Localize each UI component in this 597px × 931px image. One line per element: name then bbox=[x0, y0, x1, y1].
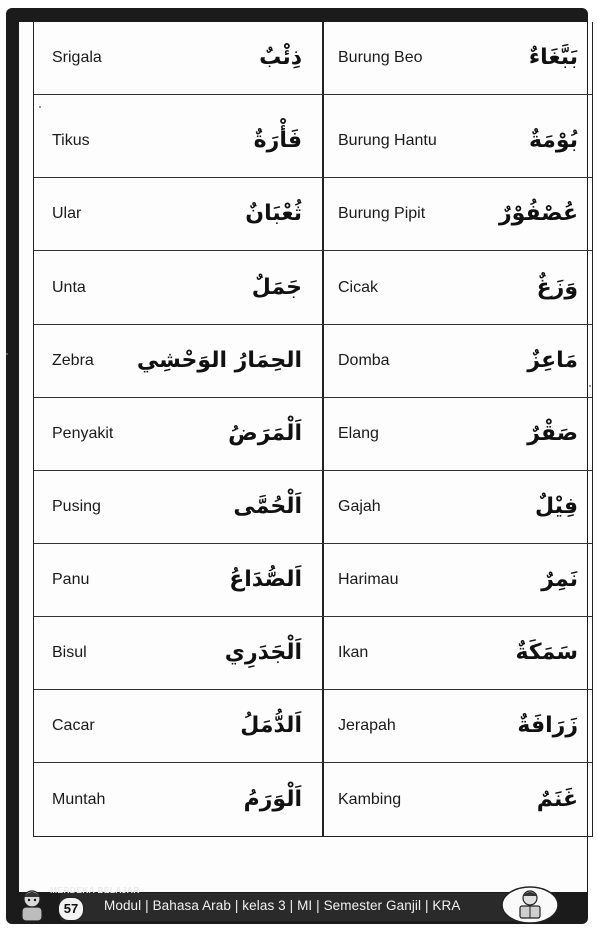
latin-word: Harimau bbox=[338, 571, 399, 588]
scan-speck bbox=[589, 385, 591, 387]
reading-student-icon bbox=[500, 885, 560, 925]
table-row bbox=[34, 105, 592, 178]
student-mascot-icon bbox=[14, 887, 50, 923]
latin-word: Panu bbox=[52, 571, 90, 588]
table-row bbox=[34, 617, 592, 690]
latin-word: Gajah bbox=[338, 498, 381, 515]
page-sheet bbox=[19, 22, 587, 892]
arabic-word: مَاعِزٌ bbox=[527, 348, 578, 373]
latin-word: Cacar bbox=[52, 717, 95, 734]
latin-word: Muntah bbox=[52, 790, 106, 808]
arabic-word: فِيْلٌ bbox=[534, 494, 578, 519]
table-row bbox=[34, 398, 592, 471]
arabic-word: بَبَّغَاءٌ bbox=[528, 45, 578, 70]
latin-word: Ular bbox=[52, 205, 82, 222]
latin-word: Unta bbox=[52, 279, 86, 296]
latin-word: Cicak bbox=[338, 279, 379, 296]
latin-word: Burung Beo bbox=[338, 49, 423, 66]
footer-module-info: Modul | Bahasa Arab | kelas 3 | MI | Semester Ganjil | KRA bbox=[104, 898, 461, 913]
arabic-word: اَلْجَدَرِي bbox=[224, 640, 302, 665]
table-row bbox=[34, 252, 592, 325]
arabic-word: اَلصُّدَاعُ bbox=[229, 567, 302, 592]
arabic-word: ذِئْبٌ bbox=[259, 45, 302, 70]
table-row bbox=[34, 544, 592, 617]
table-row bbox=[34, 22, 592, 95]
latin-word: Srigala bbox=[52, 49, 102, 66]
arabic-word: صَقْرٌ bbox=[527, 421, 578, 446]
arabic-word: عُصْفُوْرٌ bbox=[499, 201, 578, 226]
table-row bbox=[34, 763, 592, 836]
latin-word: Penyakit bbox=[52, 425, 114, 442]
arabic-word: وَزَغٌ bbox=[536, 275, 578, 300]
arabic-word: سَمَكَةٌ bbox=[515, 640, 578, 665]
arabic-word: جَمَلٌ bbox=[251, 275, 302, 300]
vocabulary-table bbox=[33, 22, 593, 837]
latin-word: Domba bbox=[338, 352, 390, 369]
latin-word: Jerapah bbox=[338, 717, 396, 734]
latin-word: Burung Hantu bbox=[338, 132, 437, 149]
page-number: 57 bbox=[58, 897, 84, 921]
table-row bbox=[34, 690, 592, 763]
table-row bbox=[34, 471, 592, 544]
latin-word: Burung Pipit bbox=[338, 205, 426, 222]
arabic-word: اَلْمَرَضُ bbox=[228, 421, 302, 446]
table-row bbox=[34, 325, 592, 398]
arabic-word: ثُعْبَانٌ bbox=[245, 201, 302, 226]
arabic-word: نَمِرٌ bbox=[541, 567, 578, 592]
latin-word: Ikan bbox=[338, 644, 369, 661]
arabic-word: اَلْحُمَّى bbox=[233, 494, 302, 519]
brand-label: MERDEKA BELAJAR bbox=[50, 885, 140, 895]
page-frame bbox=[6, 8, 588, 924]
arabic-word: الحِمَارُ الوَحْشِي bbox=[136, 348, 302, 373]
latin-word: Pusing bbox=[52, 498, 101, 515]
latin-word: Bisul bbox=[52, 644, 87, 661]
arabic-word: اَلْوَرَمُ bbox=[243, 786, 302, 812]
latin-word: Kambing bbox=[338, 790, 402, 808]
arabic-word: غَنَمٌ bbox=[536, 786, 578, 812]
latin-word: Elang bbox=[338, 425, 379, 442]
arabic-word: فَأْرَةٌ bbox=[253, 128, 302, 153]
scan-speck bbox=[39, 106, 41, 108]
arabic-word: اَلدُّمَلُ bbox=[240, 713, 302, 738]
page-footer bbox=[8, 885, 586, 925]
latin-word: Zebra bbox=[52, 352, 94, 369]
arabic-word: زَرَافَةٌ bbox=[517, 713, 578, 738]
scan-speck bbox=[6, 353, 8, 355]
arabic-word: بُوْمَةٌ bbox=[528, 128, 578, 153]
table-row bbox=[34, 178, 592, 251]
latin-word: Tikus bbox=[52, 132, 90, 149]
